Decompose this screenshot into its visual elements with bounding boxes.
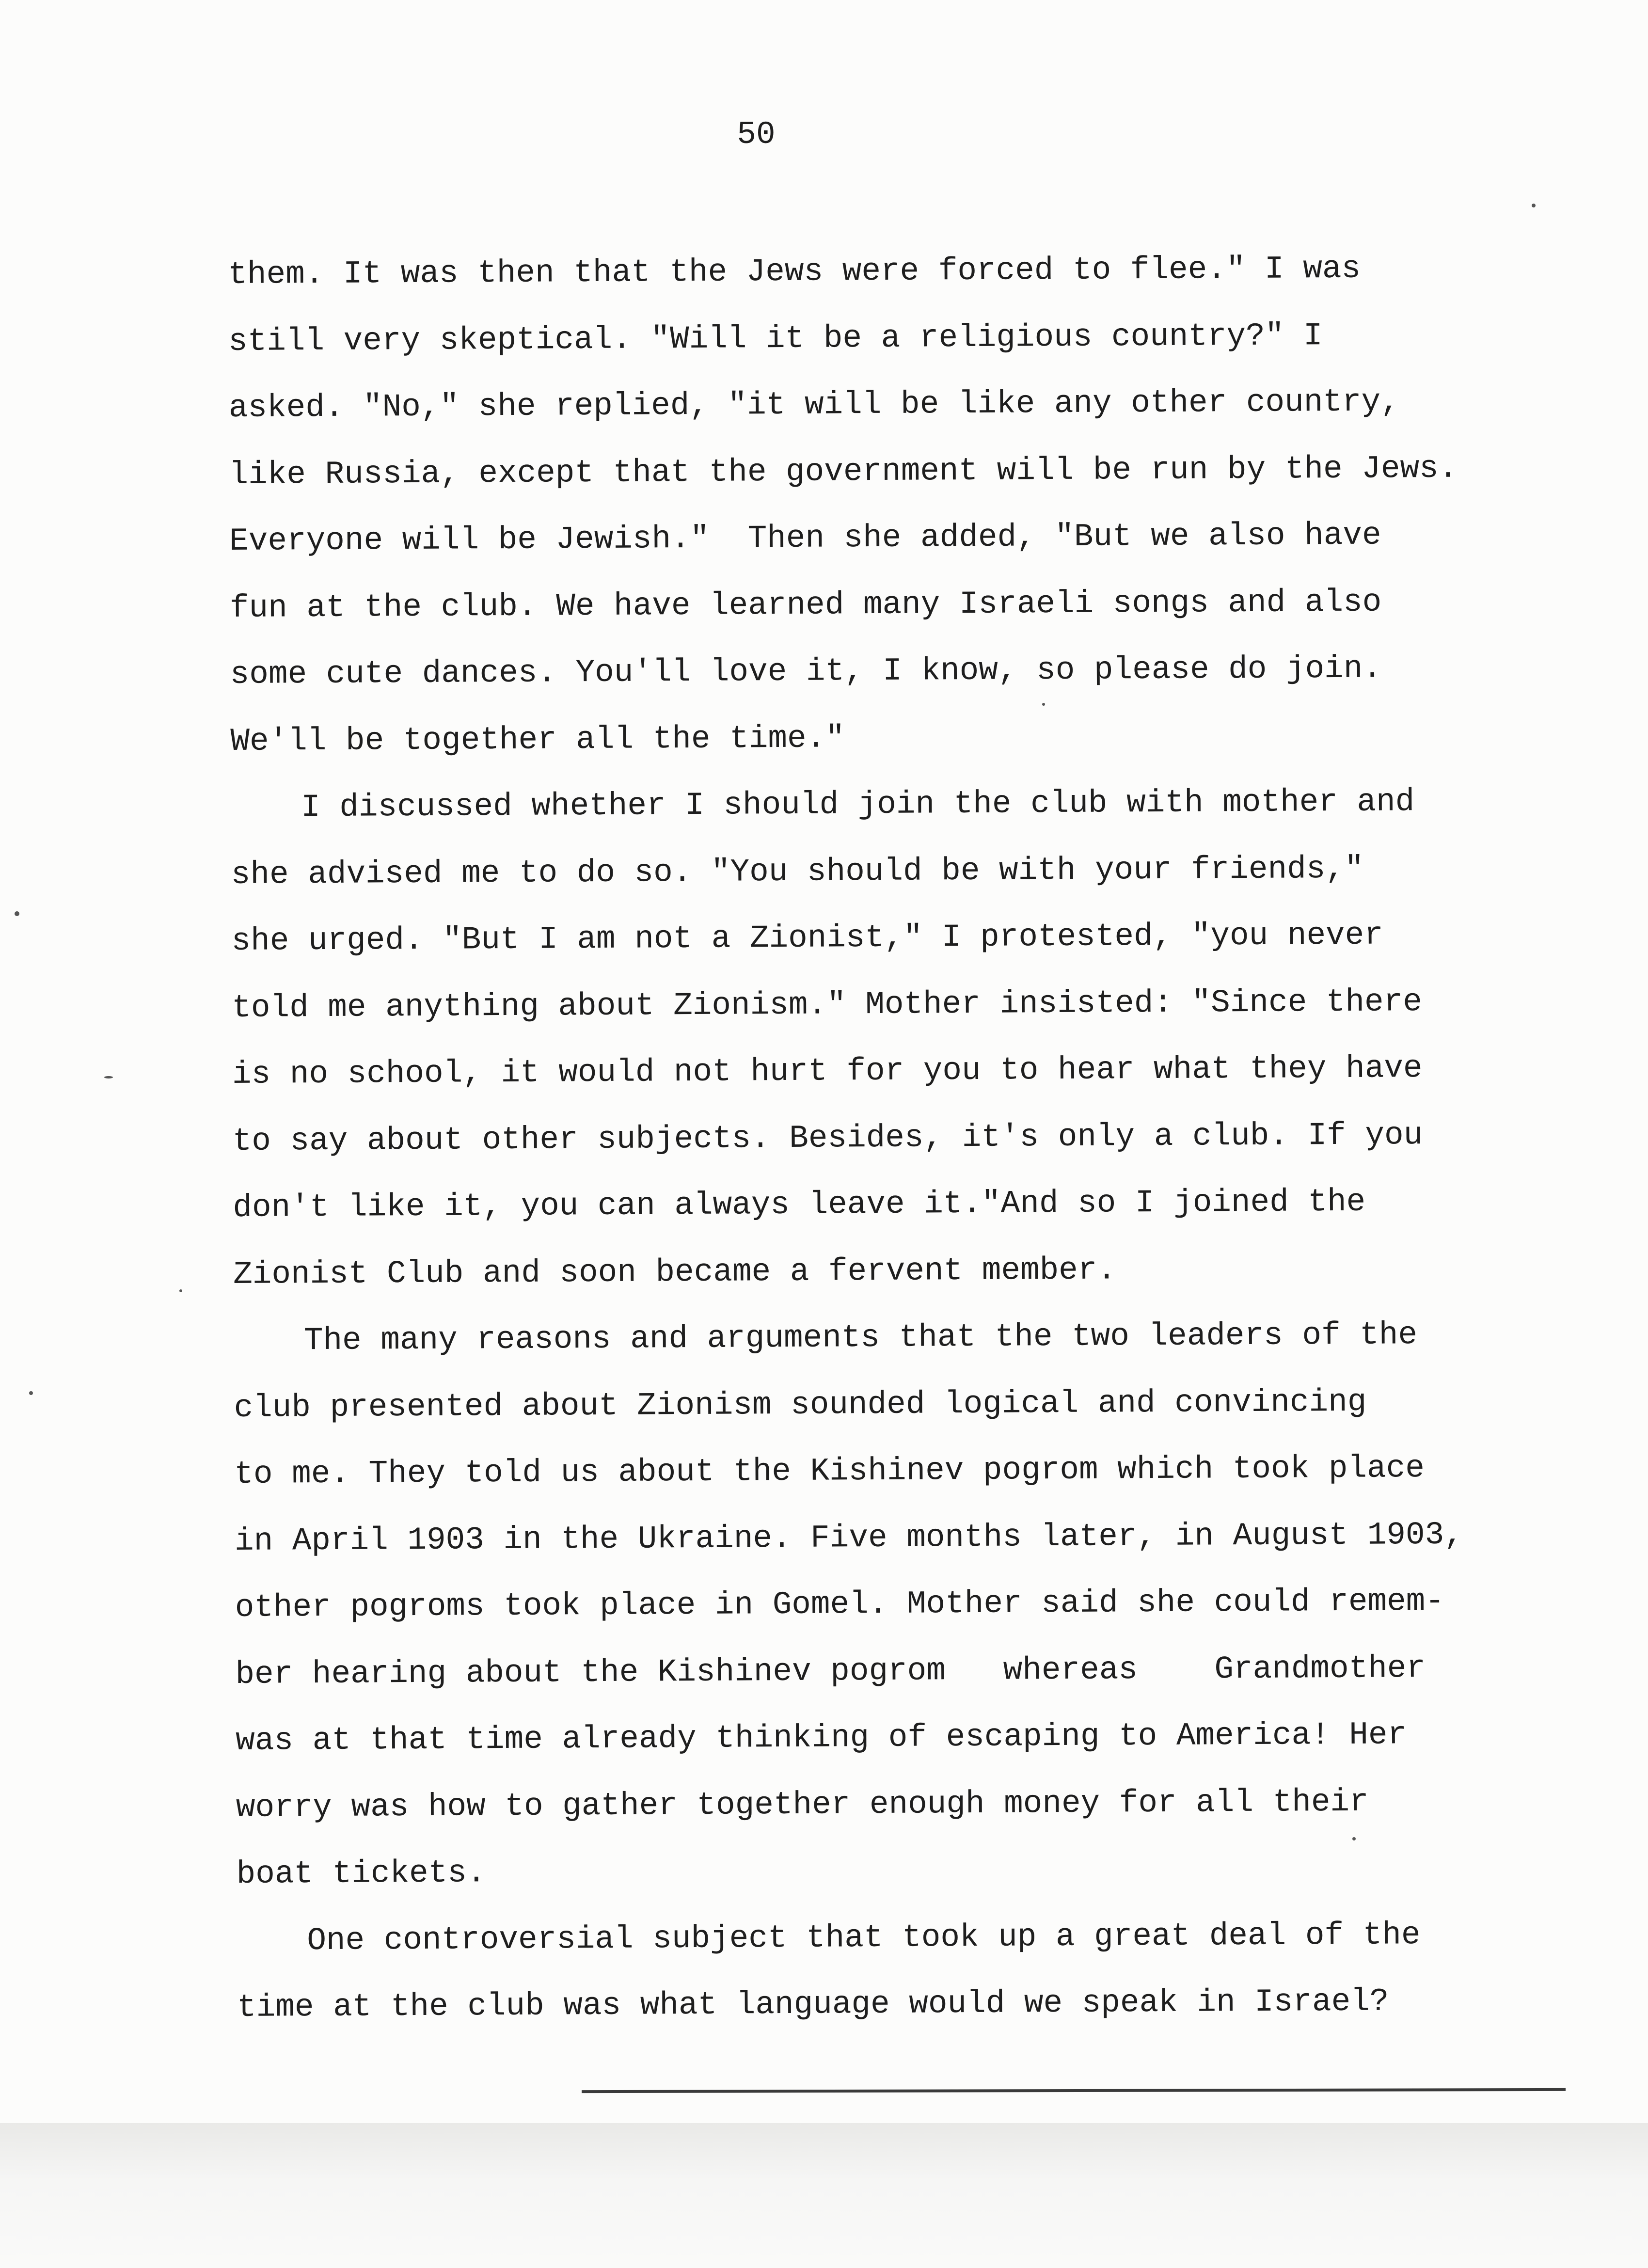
text-line: worry was how to gather together enough money for all their — [236, 1783, 1369, 1826]
text-line: she urged. "But I am not a Zionist," I protested, "you never — [231, 917, 1384, 959]
scan-shadow — [0, 2123, 1648, 2268]
paragraph-start-line: The many reasons and arguments that the two leaders of the — [303, 1316, 1418, 1359]
text-line: to say about other subjects. Besides, it's only a club. If you — [232, 1116, 1423, 1159]
text-line: We'll be together all the time." — [230, 719, 845, 760]
text-line: she advised me to do so. "You should be with your friends," — [231, 850, 1364, 893]
text-line: them. It was then that the Jews were forced to flee." I was — [228, 250, 1361, 293]
text-line: to me. They told us about the Kishinev pogrom which took place — [234, 1450, 1425, 1492]
body-text — [228, 235, 1546, 2041]
text-line: don't like it, you can always leave it."And so I joined the — [233, 1183, 1366, 1226]
text-line: some cute dances. You'll love it, I know, so please do join. — [230, 650, 1382, 693]
text-line: ber hearing about the Kishinev pogrom whereas Grandmother — [235, 1649, 1426, 1693]
text-line: boat tickets. — [236, 1855, 486, 1892]
text-line: time at the club was what language would we speak in Israel? — [237, 1983, 1389, 2026]
paragraph-start-line: One controversial subject that took up a great deal of the — [307, 1916, 1421, 1959]
scan-speck — [179, 1289, 182, 1292]
text-line: Everyone will be Jewish." Then she added, "But we also have — [229, 517, 1381, 559]
text-line: told me anything about Zionism." Mother insisted: "Since there — [232, 983, 1423, 1026]
text-line: Zionist Club and soon became a fervent member. — [233, 1251, 1117, 1293]
scan-speck — [1532, 204, 1536, 207]
text-line: other pogroms took place in Gomel. Mother said she could remem- — [235, 1583, 1445, 1626]
scan-speck — [29, 1391, 33, 1395]
text-line: fun at the club. We have learned many Israeli songs and also — [229, 584, 1382, 626]
text-line: still very skeptical. "Will it be a religious country?" I — [228, 317, 1323, 360]
text-line: was at that time already thinking of escaping to America! Her — [236, 1716, 1407, 1759]
paper-bottom-edge — [582, 2088, 1566, 2093]
paragraph-start-line: I discussed whether I should join the club with mother and — [301, 783, 1415, 826]
scan-speck — [15, 911, 19, 916]
text-line: like Russia, except that the government will be run by the Jews. — [229, 450, 1458, 493]
text-line: asked. "No," she replied, "it will be like any other country, — [228, 383, 1400, 426]
text-line: is no school, it would not hurt for you to hear what they have — [232, 1050, 1423, 1093]
text-line: club presented about Zionism sounded logical and convincing — [234, 1383, 1367, 1426]
text-line: in April 1903 in the Ukraine. Five months later, in August 1903, — [234, 1516, 1464, 1559]
scan-speck — [104, 1076, 113, 1078]
page-number: 50 — [737, 116, 776, 153]
